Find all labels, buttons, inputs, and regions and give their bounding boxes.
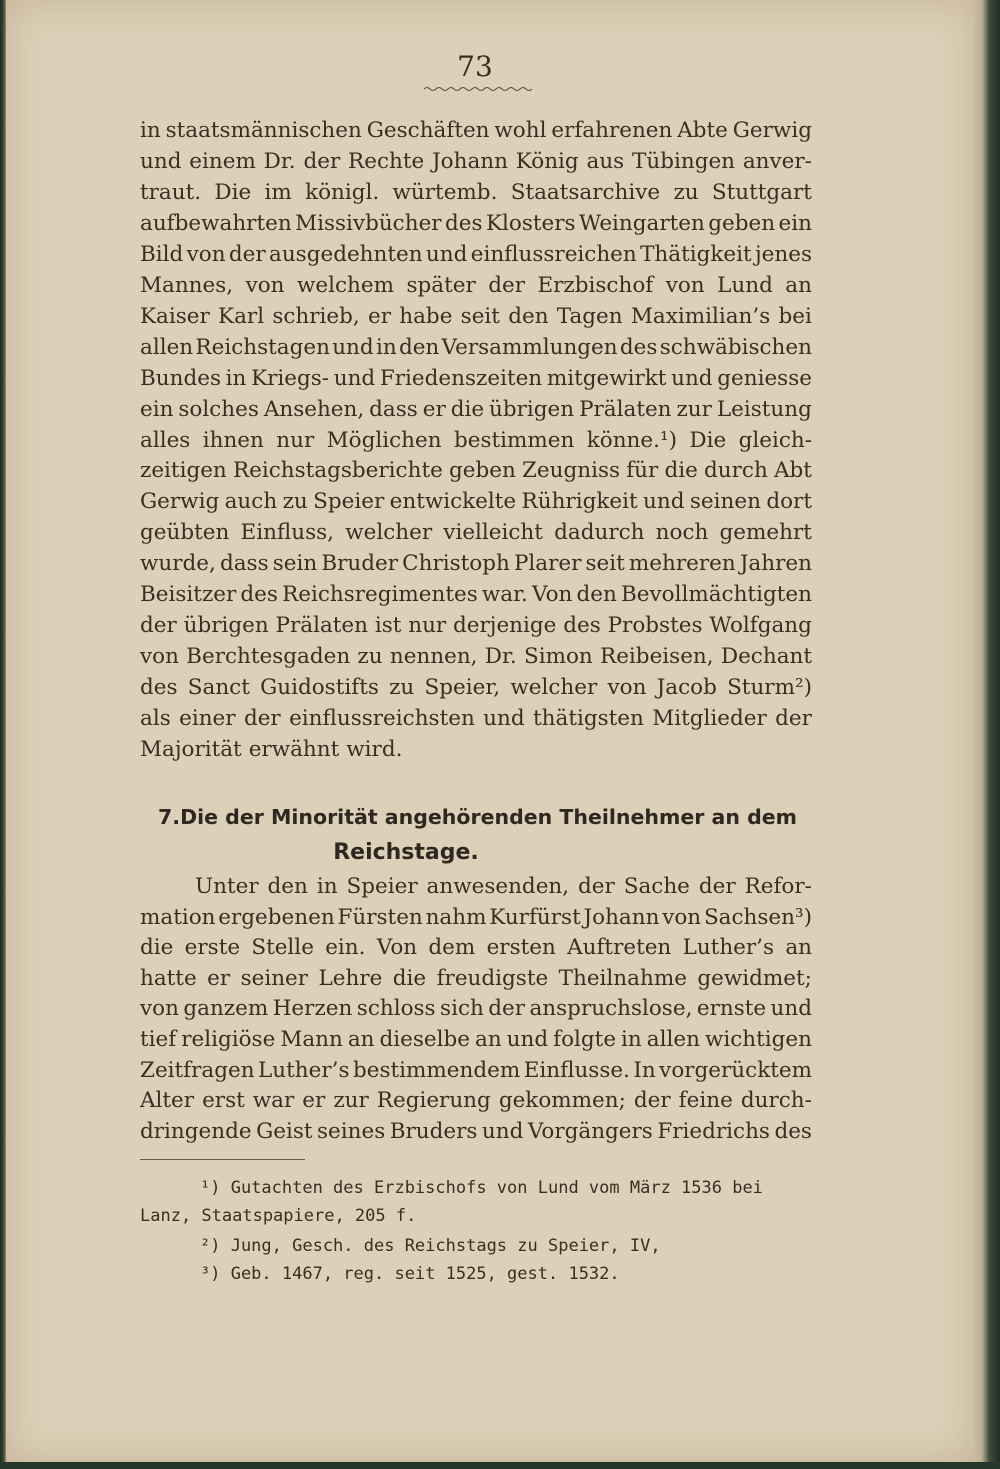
section-heading-line-2: Reichstage. <box>333 840 479 865</box>
text-line: traut. Die im königl. würtemb. Staatsarchive zu Stuttgart <box>140 179 812 205</box>
text-line: Zeitfragen Luther’s bestimmendem Einflusse. In vorgerücktem <box>140 1057 812 1083</box>
text-line: der übrigen Prälaten ist nur derjenige des Probstes Wolfgang <box>140 613 812 639</box>
text-line: Unter den in Speier anwesenden, der Sache der Refor- <box>195 874 812 899</box>
text-line: Bundes in Kriegs- und Friedenszeiten mitgewirkt und geniesse <box>140 365 812 391</box>
footnote-1-line-1: ¹) Gutachten des Erzbischofs von Lund vom März 1536 bei <box>200 1178 763 1198</box>
page-edge-right <box>974 0 1000 1469</box>
text-line: des Sanct Guidostifts zu Speier, welcher von Jacob Sturm²) <box>140 675 812 701</box>
text-line: Kaiser Karl schrieb, er habe seit den Tagen Maximilian’s bei <box>140 303 812 329</box>
page-number-ornament <box>424 86 532 92</box>
text-line: Majorität erwähnt wird. <box>140 737 403 762</box>
text-line: wurde, dass sein Bruder Christoph Plarer seit mehreren Jahren <box>140 551 812 577</box>
text-line: hatte er seiner Lehre die freudigste Theilnahme gewidmet; <box>140 965 812 991</box>
footnote-2: ²) Jung, Gesch. des Reichstags zu Speier, IV, <box>200 1236 661 1256</box>
page-edge-bottom <box>0 1462 1000 1469</box>
text-line: die erste Stelle ein. Von dem ersten Auftreten Luther’s an <box>140 935 812 961</box>
text-line: als einer der einflussreichsten und thätigsten Mitglieder der <box>140 706 812 732</box>
text-line: Beisitzer des Reichsregimentes war. Von den Bevollmächtigten <box>140 582 812 608</box>
page-number: 73 <box>457 50 493 83</box>
text-line: Gerwig auch zu Speier entwickelte Rührigkeit und seinen dort <box>140 489 812 515</box>
text-line: geübten Einfluss, welcher vielleicht dadurch noch gemehrt <box>140 520 812 546</box>
text-line: dringende Geist seines Bruders und Vorgängers Friedrichs des <box>140 1118 812 1144</box>
footnote-divider <box>140 1159 305 1160</box>
text-line: Mannes, von welchem später der Erzbischof von Lund an <box>140 272 812 298</box>
text-line: mation ergebenen Fürsten nahm Kurfürst Johann von Sachsen³) <box>140 904 812 930</box>
text-line: ein solches Ansehen, dass er die übrigen Prälaten zur Leistung <box>140 396 812 422</box>
footnote-3: ³) Geb. 1467, reg. seit 1525, gest. 1532. <box>200 1264 620 1284</box>
text-line: und einem Dr. der Rechte Johann König aus Tübingen anver- <box>140 148 812 174</box>
text-line: tief religiöse Mann an dieselbe an und folgte in allen wichtigen <box>140 1027 812 1052</box>
text-line: allen Reichstagen und in den Versammlungen des schwäbischen <box>140 334 812 360</box>
text-line: Alter erst war er zur Regierung gekommen; der feine durch- <box>140 1088 812 1114</box>
footnote-1-line-2: Lanz, Staatspapiere, 205 f. <box>140 1206 417 1226</box>
text-line: von ganzem Herzen schloss sich der anspruchslose, ernste und <box>140 996 812 1022</box>
section-number: 7. <box>158 805 181 829</box>
text-line: Bild von der ausgedehnten und einflussreichen Thätigkeit jenes <box>140 241 812 267</box>
text-line: aufbewahrten Missivbücher des Klosters Weingarten geben ein <box>140 210 812 236</box>
text-line: von Berchtesgaden zu nennen, Dr. Simon Reibeisen, Dechant <box>140 644 812 670</box>
text-line: zeitigen Reichstagsberichte geben Zeugniss für die durch Abt <box>140 458 812 484</box>
section-heading-line-1 <box>140 800 798 834</box>
section-title-1: Die der Minorität angehörenden Theilnehmer an dem <box>180 805 798 829</box>
text-line: alles ihnen nur Möglichen bestimmen könne.¹) Die gleich- <box>140 427 812 453</box>
text-line: in staatsmännischen Geschäften wohl erfahrenen Abte Gerwig <box>140 118 812 143</box>
